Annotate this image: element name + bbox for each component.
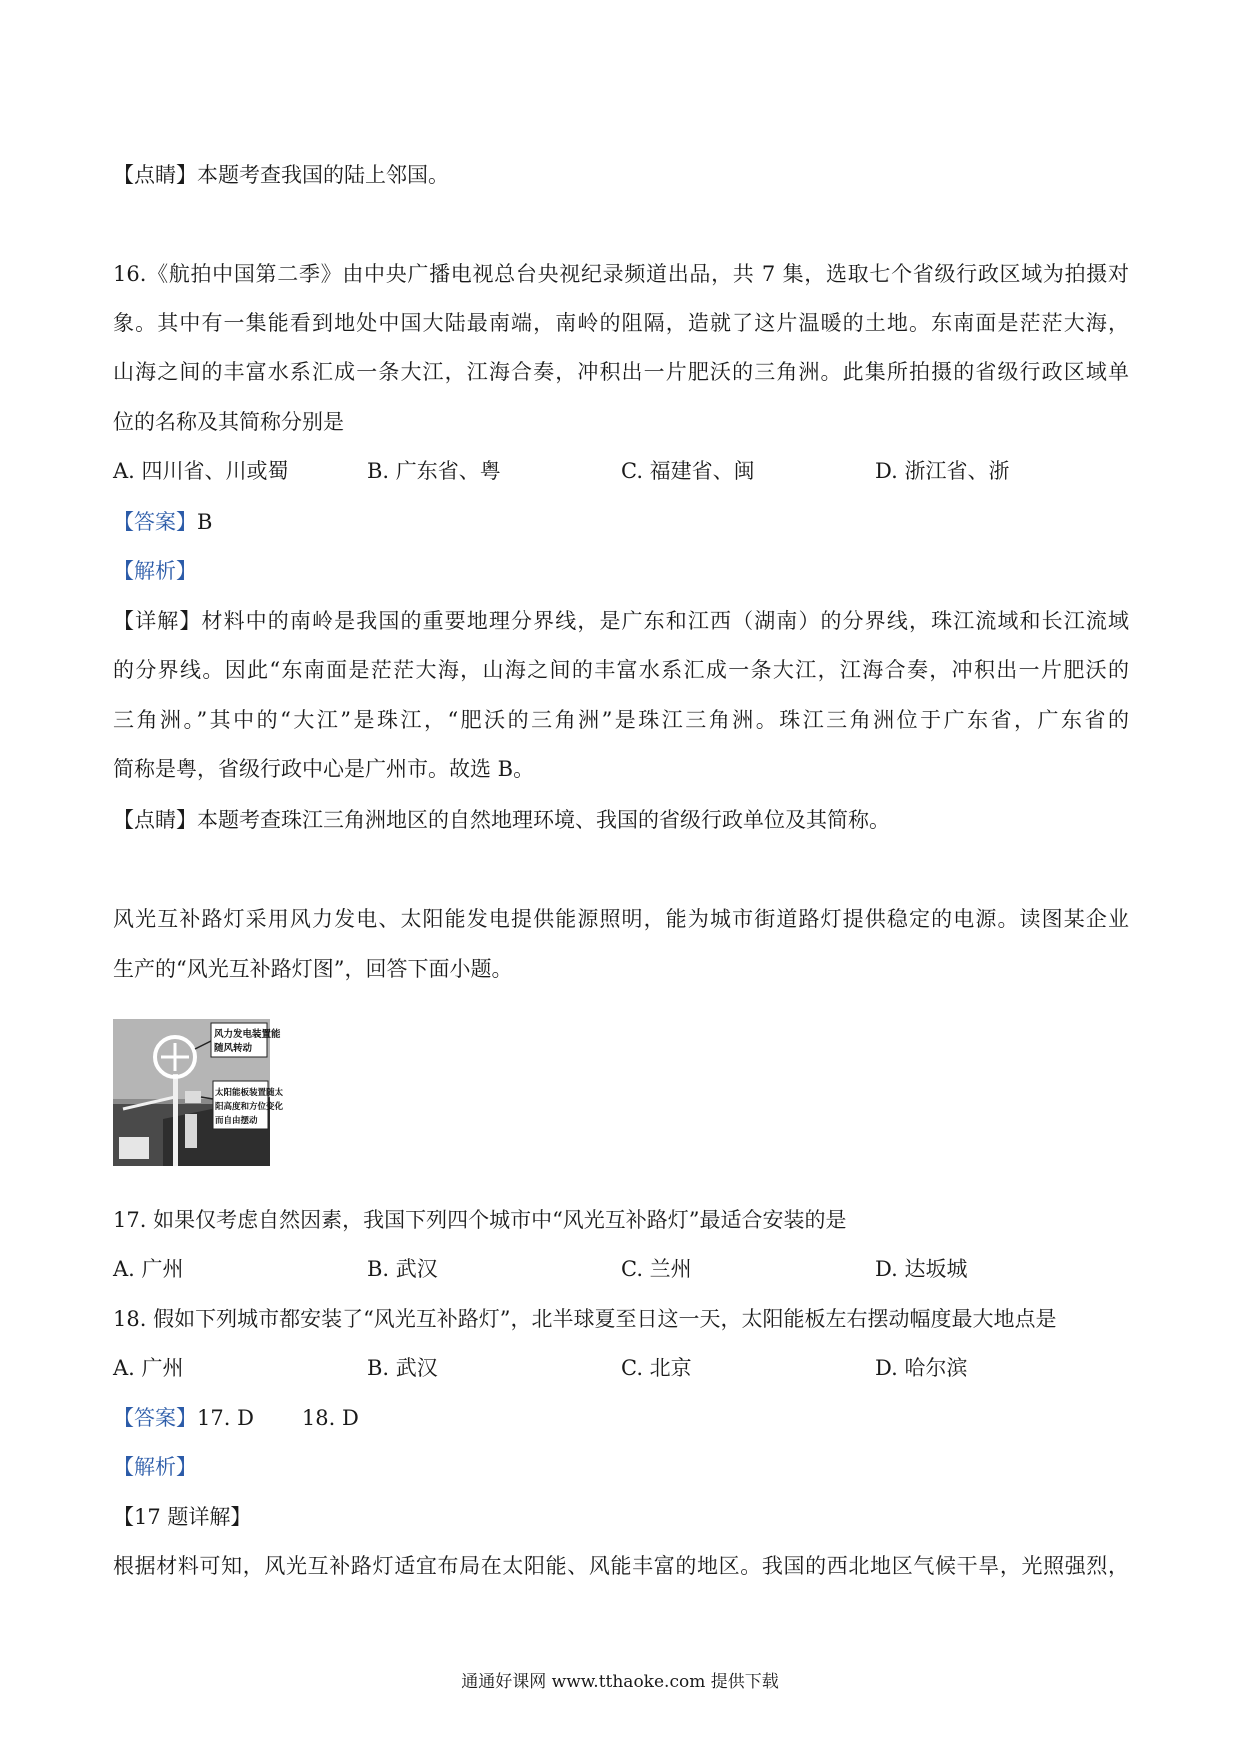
q16-detail-line-3: 三角洲。”其中的“大江”是珠江，“肥沃的三角洲”是珠江三角洲。珠江三角洲位于广东省，广东省的	[113, 708, 1129, 732]
prev-tip	[113, 160, 449, 190]
tip-text: 本题考查我国的陆上邻国。	[197, 163, 449, 187]
answer-tag: 【答案】	[113, 1406, 197, 1430]
analysis-tag: 【解析】	[113, 1455, 197, 1479]
answer-value: B	[197, 510, 213, 534]
q16-detail-line-2: 的分界线。因此“东南面是茫茫大海，山海之间的丰富水系汇成一条大江，江海合奏，冲积出一片肥沃的	[113, 658, 1129, 682]
page-footer: 通通好课网 www.tthaoke.com 提供下载	[461, 1672, 779, 1692]
solar-label-line-1: 太阳能板装置随太	[215, 1088, 284, 1098]
q17-stem: 17. 如果仅考虑自然因素，我国下列四个城市中“风光互补路灯”最适合安装的是	[113, 1208, 847, 1232]
detail-tag: 【详解】	[113, 609, 202, 633]
q18-stem: 18. 假如下列城市都安装了“风光互补路灯”，北半球夏至日这一天，太阳能板左右摆动幅度最大地点是	[113, 1307, 1057, 1331]
intro-line-2: 生产的“风光互补路灯图”，回答下面小题。	[113, 957, 513, 981]
q16-stem-line-2: 象。其中有一集能看到地处中国大陆最南端，南岭的阻隔，造就了这片温暖的土地。东南面是茫茫大海，	[113, 311, 1129, 335]
answers-17-18	[113, 1403, 359, 1433]
q16-option-c: C. 福建省、闽	[621, 459, 755, 483]
q18-option-d: D. 哈尔滨	[875, 1356, 968, 1380]
answer-tag: 【答案】	[113, 510, 197, 534]
q18-option-b: B. 武汉	[367, 1356, 438, 1380]
q18-option-c: C. 北京	[621, 1356, 692, 1380]
intro-line-1: 风光互补路灯采用风力发电、太阳能发电提供能源照明，能为城市街道路灯提供稳定的电源。读图某企业	[113, 907, 1129, 931]
q16-option-d: D. 浙江省、浙	[875, 459, 1010, 483]
q17-option-a: A. 广州	[113, 1257, 184, 1281]
streetlight-photo	[113, 1019, 284, 1166]
q16-detail-line-4: 简称是粤，省级行政中心是广州市。故选 B。	[113, 757, 535, 781]
detail-17-tag: 【17 题详解】	[113, 1505, 252, 1529]
answer-18: 18. D	[301, 1406, 359, 1430]
detail-17-text: 根据材料可知，风光互补路灯适宜布局在太阳能、风能丰富的地区。我国的西北地区气候干旱，光照强烈，	[113, 1554, 1129, 1578]
answer-17: 17. D	[197, 1406, 254, 1430]
q17-option-c: C. 兰州	[621, 1257, 692, 1281]
q17-option-d: D. 达坂城	[875, 1257, 968, 1281]
q16-detail-line-1	[113, 606, 1129, 636]
q18-option-a: A. 广州	[113, 1356, 184, 1380]
solar-label-line-3: 而自由摆动	[215, 1116, 258, 1126]
q16-answer	[113, 507, 212, 537]
streetlight-figure	[113, 1019, 284, 1166]
q16-tip	[113, 805, 890, 835]
detail-text: 材料中的南岭是我国的重要地理分界线，是广东和江西（湖南）的分界线，珠江流域和长江流域	[201, 609, 1130, 633]
wind-label-line-1: 风力发电装置能	[214, 1029, 281, 1040]
tip-text: 本题考查珠江三角洲地区的自然地理环境、我国的省级行政单位及其简称。	[197, 808, 890, 832]
q16-stem-line-4: 位的名称及其简称分别是	[113, 410, 344, 434]
tip-tag: 【点睛】	[113, 163, 197, 187]
q16-stem-line-1: 16.《航拍中国第二季》由中央广播电视总台央视纪录频道出品，共 7 集，选取七个省级行政区域为拍摄对	[113, 262, 1129, 286]
tip-tag: 【点睛】	[113, 808, 197, 832]
q16-stem-line-3: 山海之间的丰富水系汇成一条大江，江海合奏，冲积出一片肥沃的三角洲。此集所拍摄的省级行政区域单	[113, 360, 1129, 384]
wind-label-line-2: 随风转动	[214, 1043, 253, 1054]
solar-label-line-2: 阳高度和方位变化	[215, 1102, 284, 1112]
q16-option-b: B. 广东省、粤	[367, 459, 501, 483]
q17-option-b: B. 武汉	[367, 1257, 438, 1281]
q16-analysis-tag: 【解析】	[113, 559, 197, 583]
q16-option-a: A. 四川省、川或蜀	[113, 459, 289, 483]
